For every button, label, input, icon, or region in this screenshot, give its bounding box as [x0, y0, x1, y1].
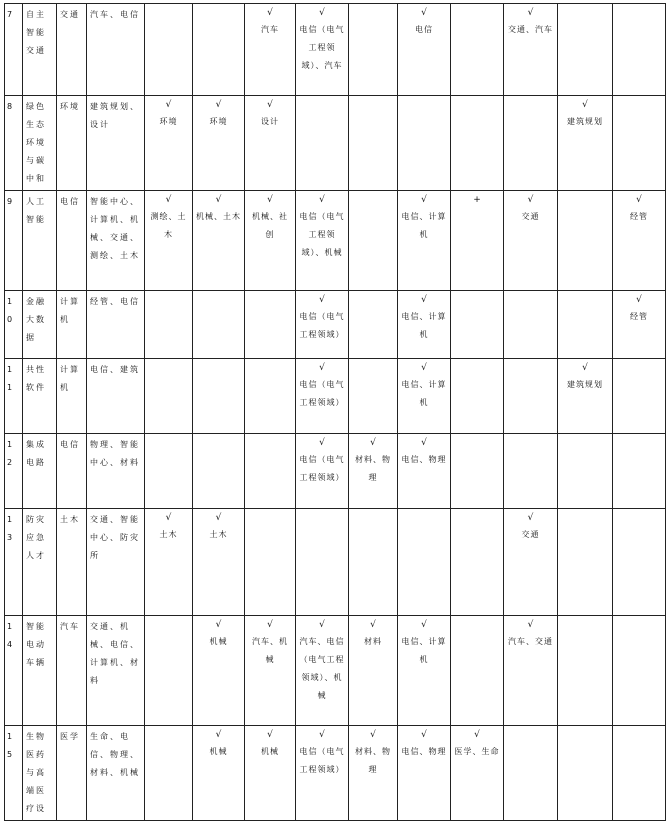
mark-cell — [613, 434, 666, 509]
mark-cell — [245, 291, 296, 359]
mark-cell — [193, 616, 245, 726]
mark-cell — [145, 4, 193, 96]
check-mark: √ — [165, 100, 172, 110]
cell-text: 材料 — [364, 637, 382, 646]
participating-departments: 交通、智能中心、防灾所 — [87, 509, 145, 616]
participating-departments: 智能中心、计算机、机械、交通、测绘、土木 — [87, 191, 145, 291]
mark-cell — [451, 96, 504, 191]
cell-text: 机械 — [209, 747, 228, 756]
mark-cell — [349, 726, 398, 821]
participating-departments: 交通、机械、电信、计算机、材料 — [87, 616, 145, 726]
lead-department: 电信 — [57, 191, 87, 291]
check-mark: √ — [267, 620, 273, 630]
mark-cell — [398, 4, 451, 96]
cell-text: 材料、物理 — [355, 747, 391, 774]
cell-text: 电信、计算机 — [401, 380, 447, 407]
cell-text: 设计 — [261, 117, 279, 126]
mark-cell — [451, 359, 504, 434]
cell-text: 机械 — [209, 637, 228, 646]
mark-cell — [145, 434, 193, 509]
mark-cell — [193, 509, 245, 616]
mark-cell — [558, 434, 613, 509]
mark-cell — [193, 4, 245, 96]
check-mark: √ — [421, 438, 427, 448]
cell-text: 汽车、机械 — [252, 637, 288, 664]
mark-cell — [349, 96, 398, 191]
mark-cell — [296, 616, 349, 726]
mark-cell — [193, 191, 245, 291]
table-row — [5, 96, 666, 191]
mark-cell — [245, 726, 296, 821]
mark-cell — [451, 191, 504, 291]
check-mark: √ — [474, 730, 480, 740]
cell-text: 机械、社创 — [252, 212, 288, 239]
cell-text: 汽车、电信（电气工程领域）、机械 — [299, 637, 345, 700]
mark-cell — [349, 434, 398, 509]
program-name: 集成电路 — [23, 434, 57, 509]
mark-cell — [613, 509, 666, 616]
lead-department: 医学 — [57, 726, 87, 821]
check-mark: √ — [215, 730, 222, 740]
participating-departments: 建筑规划、设计 — [87, 96, 145, 191]
lead-department: 交通 — [57, 4, 87, 96]
cell-text: 电信、计算机 — [401, 212, 447, 239]
mark-cell — [296, 291, 349, 359]
mark-cell — [145, 291, 193, 359]
cell-text: 电信（电气工程领域）、汽车 — [299, 25, 345, 70]
lead-department: 计算机 — [57, 291, 87, 359]
mark-cell — [245, 434, 296, 509]
program-name: 共性软件 — [23, 359, 57, 434]
mark-cell — [451, 4, 504, 96]
check-mark: √ — [319, 8, 325, 18]
mark-cell — [296, 726, 349, 821]
check-mark: √ — [421, 8, 427, 18]
row-number: 11 — [5, 359, 23, 434]
lead-department: 环境 — [57, 96, 87, 191]
mark-cell — [145, 359, 193, 434]
mark-cell — [398, 616, 451, 726]
mark-cell — [558, 509, 613, 616]
mark-cell — [349, 191, 398, 291]
check-mark: √ — [370, 438, 376, 448]
check-mark: √ — [582, 363, 588, 373]
mark-cell — [349, 359, 398, 434]
mark-cell — [613, 291, 666, 359]
mark-cell — [193, 291, 245, 359]
cell-text: 机械 — [261, 747, 279, 756]
check-mark: √ — [527, 195, 534, 205]
mark-cell — [558, 291, 613, 359]
mark-cell — [296, 191, 349, 291]
mark-cell — [245, 191, 296, 291]
row-number: 14 — [5, 616, 23, 726]
cell-text: 电信（电气工程领域）、机械 — [299, 212, 345, 257]
lead-department: 计算机 — [57, 359, 87, 434]
check-mark: √ — [319, 620, 325, 630]
participating-departments: 生命、电信、物理、材料、机械 — [87, 726, 145, 821]
check-mark: √ — [319, 438, 325, 448]
mark-cell — [296, 4, 349, 96]
cell-text: 电信（电气工程领域） — [299, 312, 345, 339]
check-mark: √ — [421, 363, 427, 373]
program-name: 人工智能 — [23, 191, 57, 291]
check-mark: √ — [421, 295, 427, 305]
mark-cell — [504, 291, 558, 359]
mark-cell — [613, 616, 666, 726]
mark-cell — [451, 434, 504, 509]
mark-cell — [145, 616, 193, 726]
mark-cell — [504, 4, 558, 96]
lead-department: 电信 — [57, 434, 87, 509]
mark-cell — [558, 726, 613, 821]
check-mark: √ — [527, 8, 534, 18]
mark-cell — [245, 359, 296, 434]
check-mark: √ — [267, 195, 273, 205]
check-mark: √ — [165, 195, 172, 205]
cell-text: 土木 — [209, 530, 228, 539]
row-number: 10 — [5, 291, 23, 359]
mark-cell — [504, 191, 558, 291]
cell-text: 交通 — [521, 530, 540, 539]
check-mark: √ — [636, 195, 642, 205]
participating-departments: 物理、智能中心、材料 — [87, 434, 145, 509]
cell-text: 汽车、交通 — [508, 637, 553, 646]
mark-cell — [398, 726, 451, 821]
mark-cell — [398, 191, 451, 291]
mark-cell — [193, 434, 245, 509]
mark-cell — [245, 616, 296, 726]
mark-cell — [504, 359, 558, 434]
table-row — [5, 434, 666, 509]
cell-text: 电信 — [415, 25, 433, 34]
mark-cell — [451, 291, 504, 359]
table-row — [5, 4, 666, 96]
cell-text: 材料、物理 — [355, 455, 391, 482]
check-mark: √ — [421, 195, 427, 205]
check-mark: √ — [215, 100, 222, 110]
cell-text: 建筑规划 — [567, 380, 603, 389]
cell-text: 测绘、土木 — [150, 212, 187, 239]
program-name: 防灾应急人才 — [23, 509, 57, 616]
check-mark: + — [473, 195, 481, 205]
participating-departments: 电信、建筑 — [87, 359, 145, 434]
mark-cell — [349, 616, 398, 726]
lead-department: 汽车 — [57, 616, 87, 726]
table-body — [5, 4, 666, 821]
check-mark: √ — [636, 295, 642, 305]
program-name: 绿色生态环境与碳中和 — [23, 96, 57, 191]
cell-text: 经管 — [630, 212, 648, 221]
mark-cell — [193, 726, 245, 821]
mark-cell — [558, 96, 613, 191]
program-name: 自主智能交通 — [23, 4, 57, 96]
row-number: 7 — [5, 4, 23, 96]
mark-cell — [245, 96, 296, 191]
check-mark: √ — [267, 730, 273, 740]
mark-cell — [613, 359, 666, 434]
table-row — [5, 191, 666, 291]
mark-cell — [558, 359, 613, 434]
row-number: 9 — [5, 191, 23, 291]
table-row — [5, 291, 666, 359]
table-row — [5, 509, 666, 616]
mark-cell — [398, 96, 451, 191]
mark-cell — [296, 509, 349, 616]
check-mark: √ — [215, 620, 222, 630]
cell-text: 电信（电气工程领域） — [299, 747, 345, 774]
mark-cell — [245, 509, 296, 616]
lead-department: 土木 — [57, 509, 87, 616]
cell-text: 机械、土木 — [196, 212, 241, 221]
cell-text: 交通、汽车 — [508, 25, 553, 34]
mark-cell — [613, 191, 666, 291]
check-mark: √ — [582, 100, 588, 110]
check-mark: √ — [267, 100, 273, 110]
check-mark: √ — [165, 513, 172, 523]
mark-cell — [558, 4, 613, 96]
cell-text: 电信、计算机 — [401, 312, 447, 339]
table-row — [5, 359, 666, 434]
cell-text: 医学、生命 — [454, 747, 500, 756]
mark-cell — [193, 96, 245, 191]
mark-cell — [193, 359, 245, 434]
participating-departments: 汽车、电信 — [87, 4, 145, 96]
check-mark: √ — [215, 195, 222, 205]
cell-text: 电信、物理 — [401, 455, 447, 464]
cell-text: 环境 — [159, 117, 178, 126]
mark-cell — [504, 96, 558, 191]
mark-cell — [558, 191, 613, 291]
mark-cell — [451, 509, 504, 616]
mark-cell — [296, 96, 349, 191]
check-mark: √ — [215, 513, 222, 523]
program-name: 智能电动车辆 — [23, 616, 57, 726]
cell-text: 环境 — [209, 117, 228, 126]
mark-cell — [349, 291, 398, 359]
row-number: 8 — [5, 96, 23, 191]
program-name: 金融大数据 — [23, 291, 57, 359]
check-mark: √ — [421, 730, 427, 740]
mark-cell — [296, 434, 349, 509]
participating-departments: 经管、电信 — [87, 291, 145, 359]
cell-text: 交通 — [521, 212, 540, 221]
mark-cell — [398, 291, 451, 359]
cell-text: 电信、物理 — [401, 747, 447, 756]
row-number: 12 — [5, 434, 23, 509]
cell-text: 土木 — [159, 530, 178, 539]
check-mark: √ — [319, 295, 325, 305]
cell-text: 电信（电气工程领域） — [299, 455, 345, 482]
mark-cell — [504, 434, 558, 509]
check-mark: √ — [319, 363, 325, 373]
row-number: 15 — [5, 726, 23, 821]
check-mark: √ — [527, 513, 534, 523]
mark-cell — [504, 616, 558, 726]
mark-cell — [398, 434, 451, 509]
cell-text: 汽车 — [261, 25, 279, 34]
check-mark: √ — [319, 195, 325, 205]
cell-text: 经管 — [630, 312, 648, 321]
check-mark: √ — [319, 730, 325, 740]
mark-cell — [398, 509, 451, 616]
mark-cell — [145, 96, 193, 191]
mark-cell — [504, 726, 558, 821]
row-number: 13 — [5, 509, 23, 616]
check-mark: √ — [421, 620, 427, 630]
mark-cell — [349, 4, 398, 96]
table-row — [5, 726, 666, 821]
check-mark: √ — [370, 730, 376, 740]
mark-cell — [296, 359, 349, 434]
mark-cell — [398, 359, 451, 434]
mark-cell — [245, 4, 296, 96]
program-name: 生物医药与高端医疗设 — [23, 726, 57, 821]
program-table — [4, 3, 666, 821]
check-mark: √ — [370, 620, 376, 630]
mark-cell — [145, 191, 193, 291]
check-mark: √ — [527, 620, 534, 630]
cell-text: 电信（电气工程领域） — [299, 380, 345, 407]
table-row — [5, 616, 666, 726]
mark-cell — [145, 509, 193, 616]
mark-cell — [558, 616, 613, 726]
mark-cell — [145, 726, 193, 821]
check-mark: √ — [267, 8, 273, 18]
cell-text: 电信、计算机 — [401, 637, 447, 664]
mark-cell — [451, 726, 504, 821]
mark-cell — [349, 509, 398, 616]
mark-cell — [613, 96, 666, 191]
mark-cell — [613, 726, 666, 821]
mark-cell — [613, 4, 666, 96]
mark-cell — [451, 616, 504, 726]
mark-cell — [504, 509, 558, 616]
cell-text: 建筑规划 — [567, 117, 603, 126]
